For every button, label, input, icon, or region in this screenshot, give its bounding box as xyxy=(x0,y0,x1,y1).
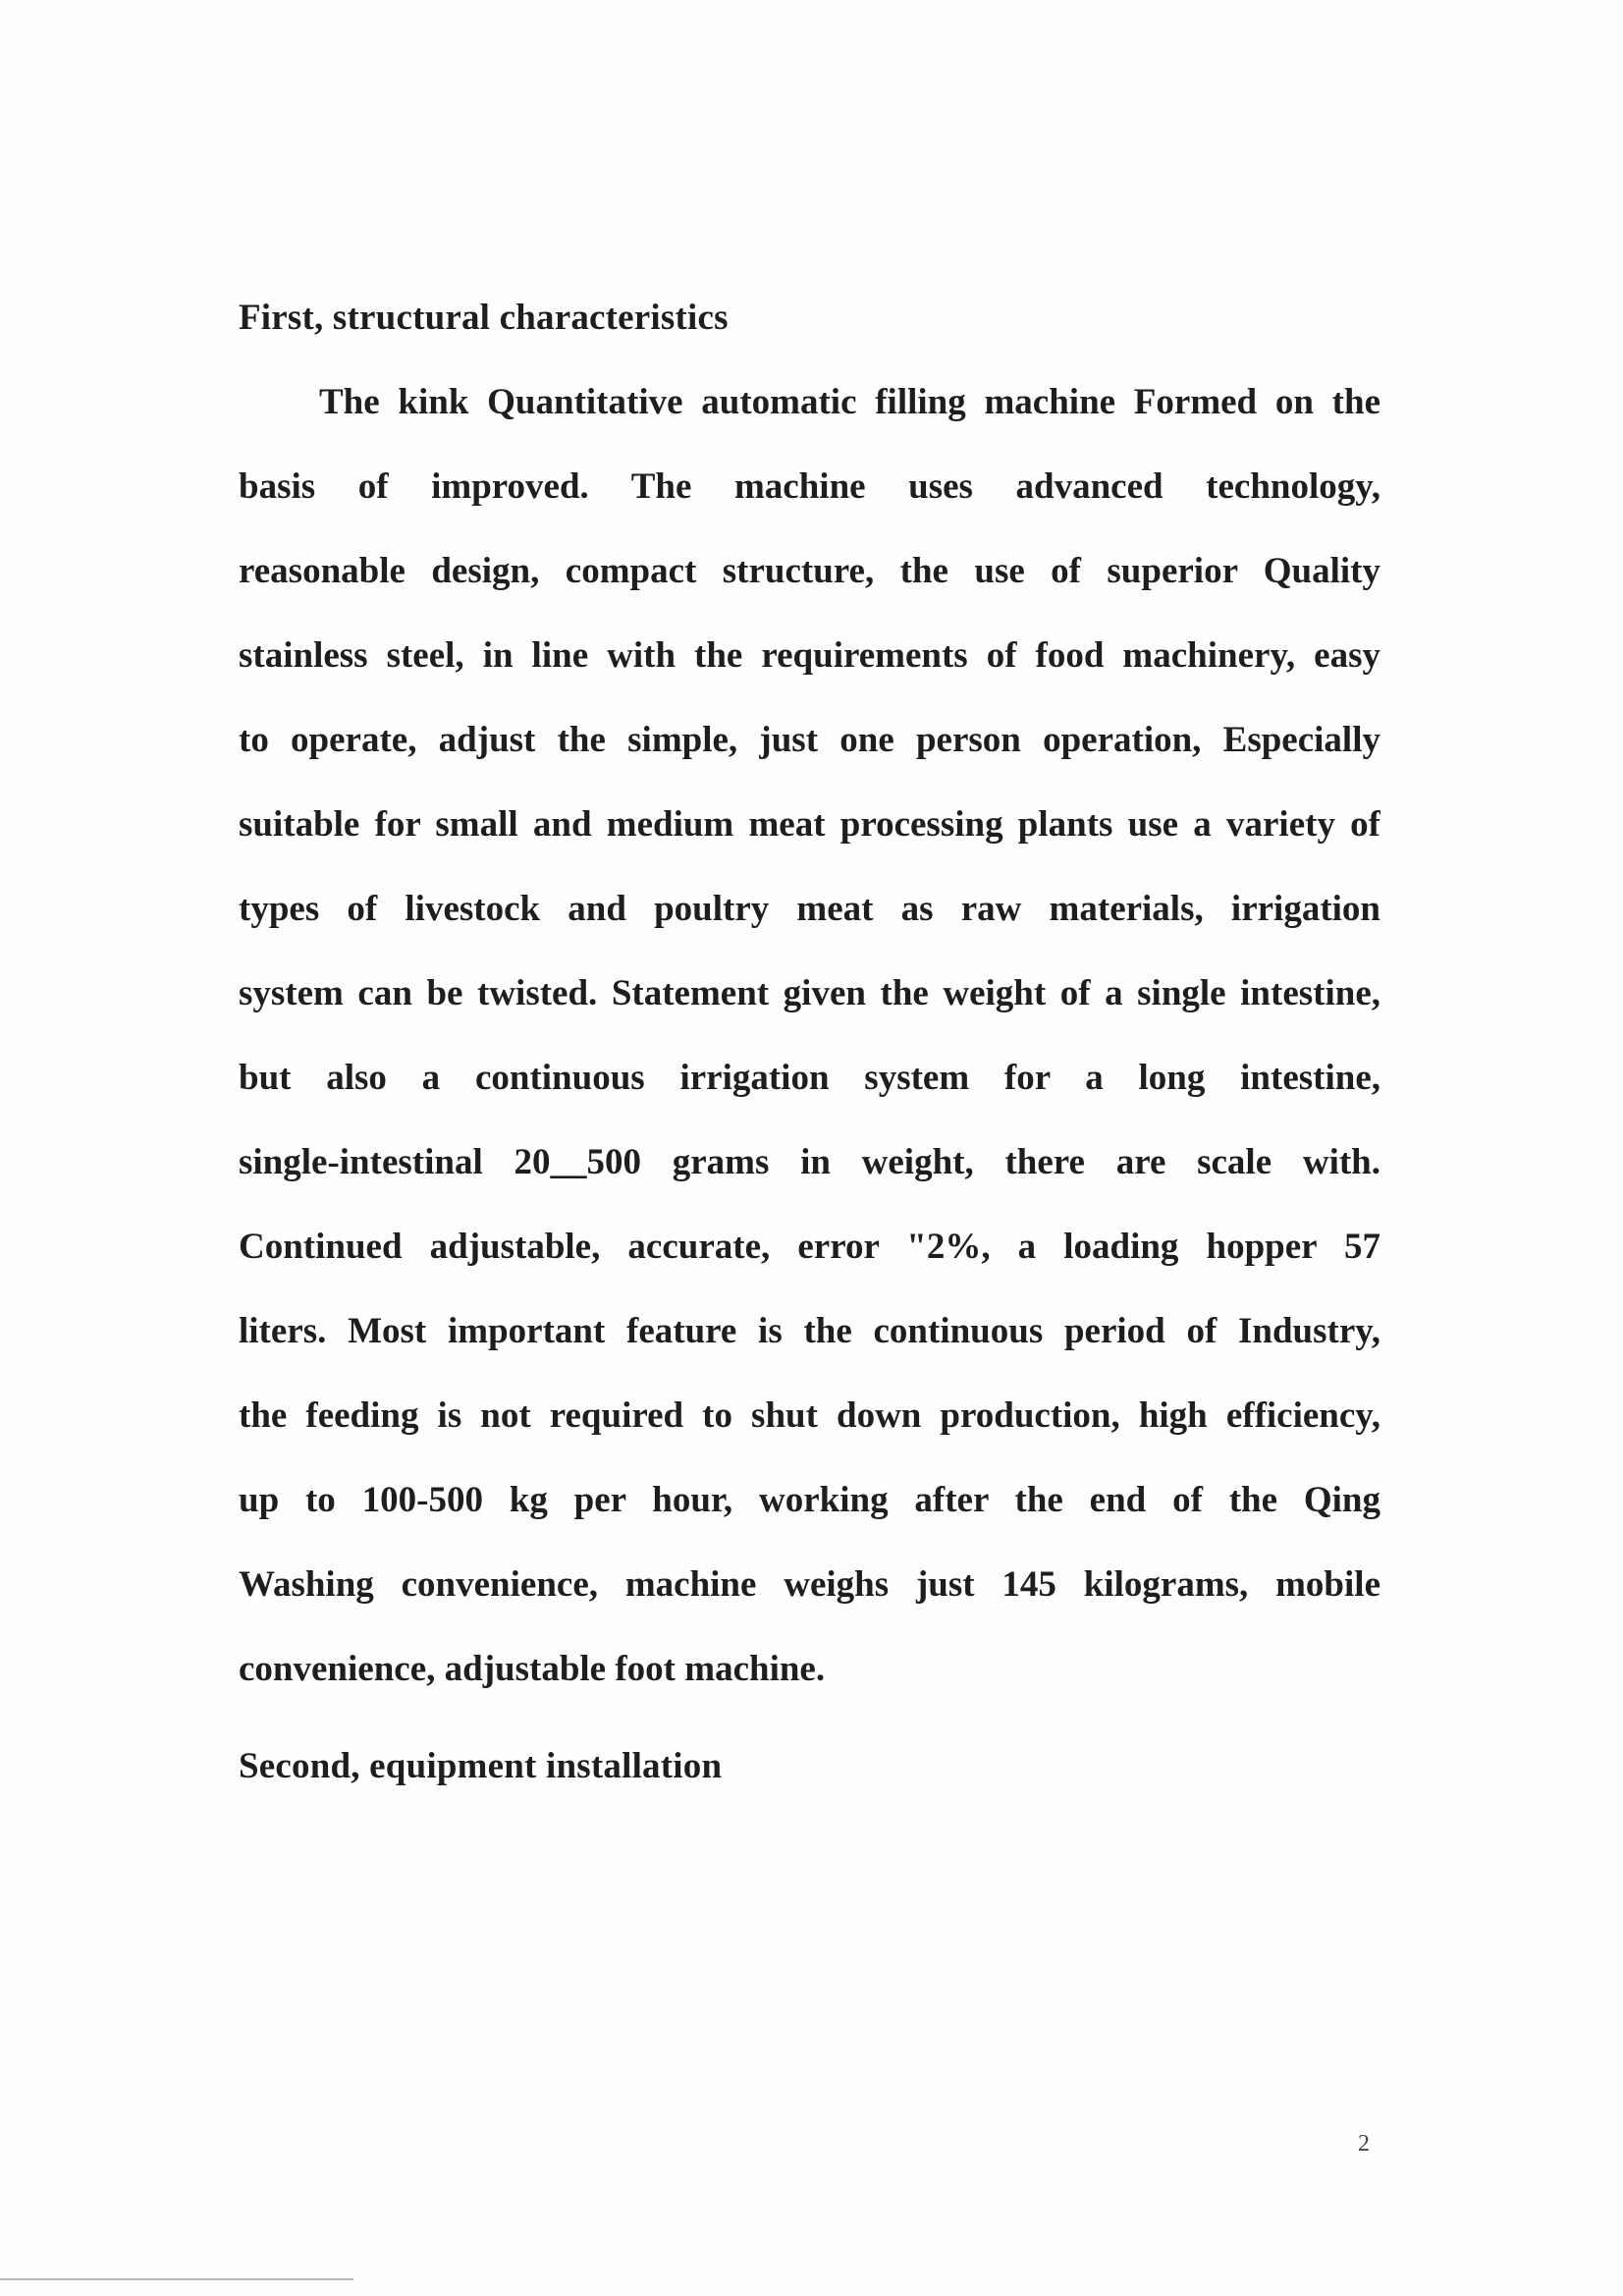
paragraph-line: types of livestock and poultry meat as raw materials, irrigation xyxy=(239,889,1380,929)
paragraph-line: to operate, adjust the simple, just one person operation, Especially xyxy=(239,720,1380,760)
paragraph-line: convenience, adjustable foot machine. xyxy=(239,1649,826,1689)
paragraph-line: but also a continuous irrigation system for a long intestine, xyxy=(239,1058,1380,1098)
paragraph-line: suitable for small and medium meat processing plants use a variety of xyxy=(239,804,1380,845)
section-heading-structural-characteristics: First, structural characteristics xyxy=(239,298,729,338)
paragraph-line: liters. Most important feature is the continuous period of Industry, xyxy=(239,1311,1380,1351)
paragraph-line: up to 100-500 kg per hour, working after the end of the Qing xyxy=(239,1480,1380,1520)
scan-edge-line xyxy=(0,2278,353,2280)
page-number: 2 xyxy=(1358,2131,1370,2157)
paragraph-line: Continued adjustable, accurate, error "2%, a loading hopper 57 xyxy=(239,1227,1380,1267)
paragraph-line: The kink Quantitative automatic filling machine Formed on the xyxy=(319,382,1380,422)
paragraph-line: the feeding is not required to shut down production, high efficiency, xyxy=(239,1395,1380,1436)
section-heading-equipment-installation: Second, equipment installation xyxy=(239,1746,723,1786)
paragraph-line: single-intestinal 20__500 grams in weight, there are scale with. xyxy=(239,1142,1380,1182)
paragraph-line: system can be twisted. Statement given the weight of a single intestine, xyxy=(239,973,1380,1013)
paragraph-line: Washing convenience, machine weighs just 145 kilograms, mobile xyxy=(239,1564,1380,1605)
paragraph-line: basis of improved. The machine uses advanced technology, xyxy=(239,466,1380,507)
structural-characteristics-paragraph xyxy=(239,379,1380,1730)
paragraph-line: reasonable design, compact structure, the use of superior Quality xyxy=(239,551,1380,591)
paragraph-line: stainless steel, in line with the requirements of food machinery, easy xyxy=(239,635,1380,676)
